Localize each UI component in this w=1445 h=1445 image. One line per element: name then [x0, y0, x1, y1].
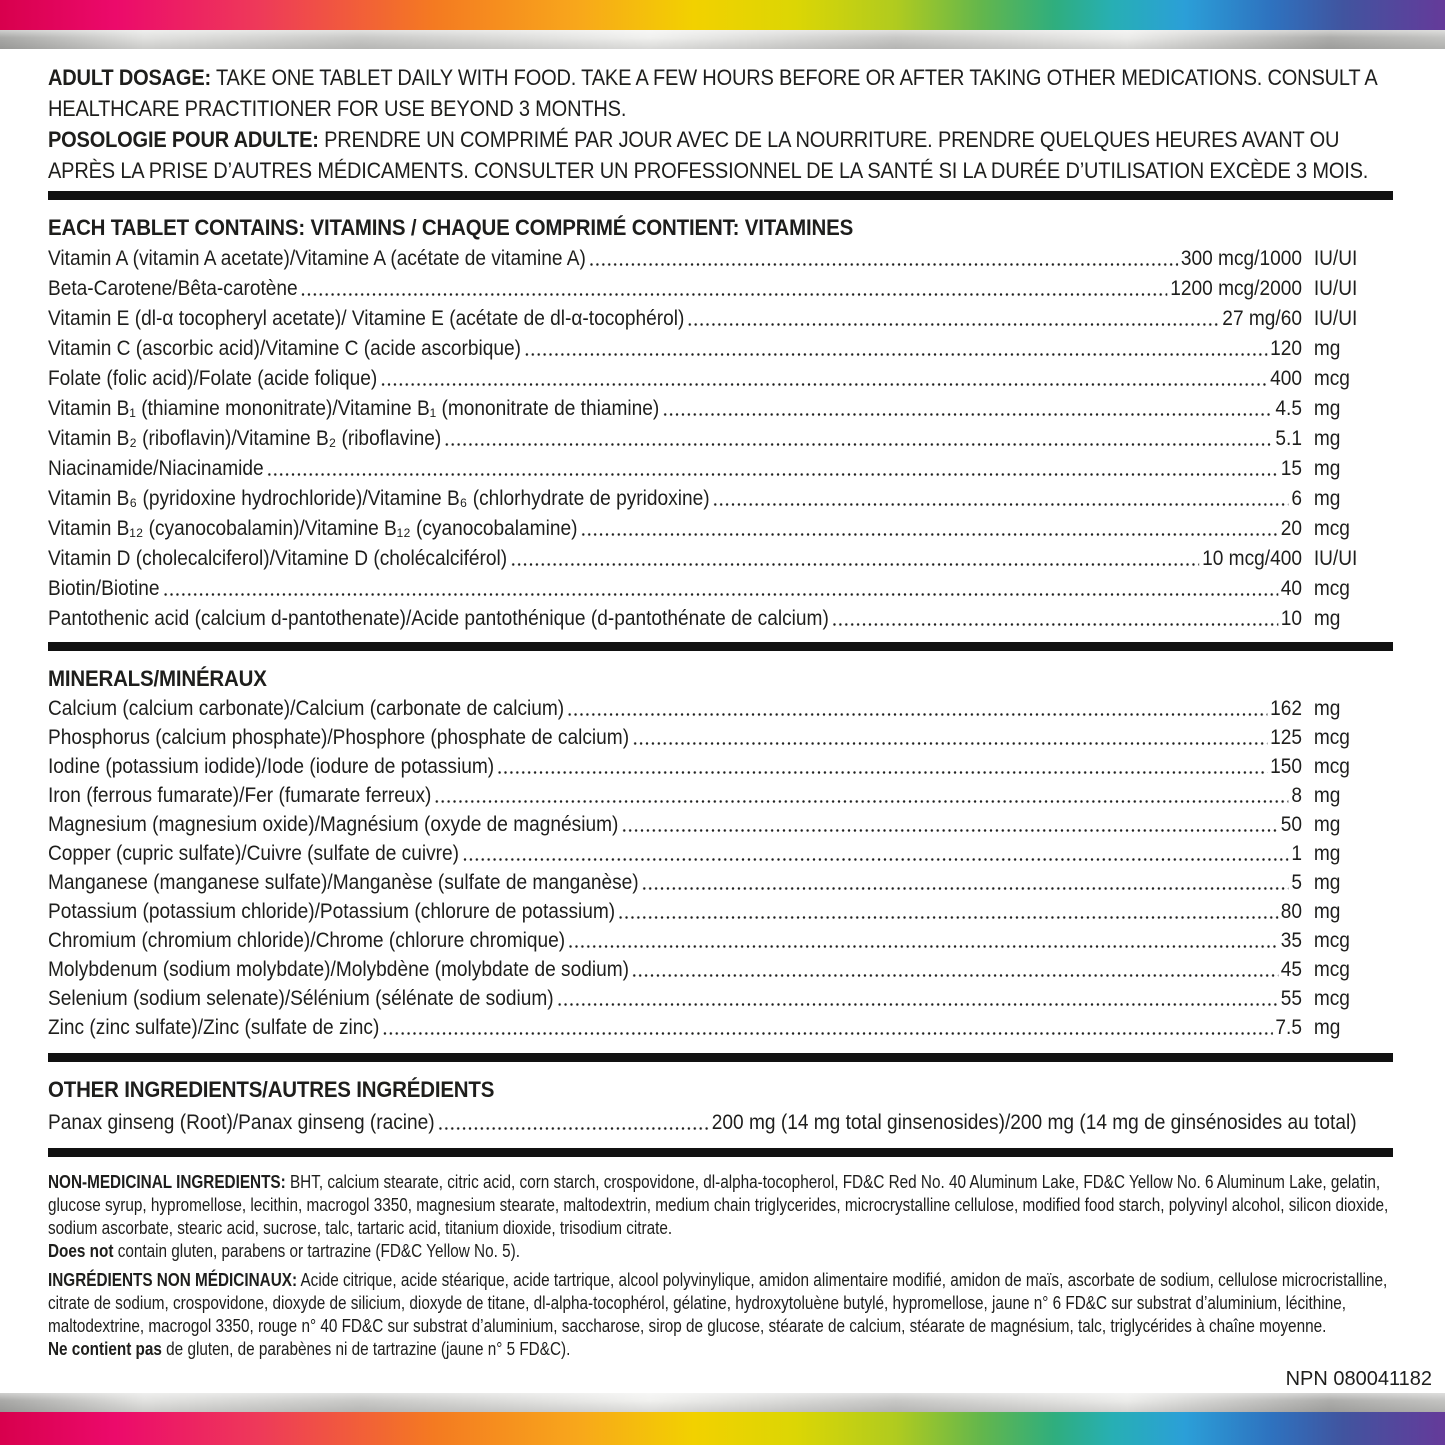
non-medicinal-en-note [48, 1240, 1393, 1263]
ingredient-name: Niacinamide/Niacinamide [48, 457, 264, 480]
leader-dots [580, 512, 1278, 542]
ingredient-row [48, 693, 1393, 722]
non-medicinal-fr-text: Acide citrique, acide stéarique, acide tartrique, alcool polyvinylique, amidon alimentaire modifié, amidon de maïs, ascorbate de sodium, cellulose microcristalline, citrate de sodium, crospovidone, dioxyde de silicium, dioxyde de titane, dl-alpha-tocophérol, gélatine, hydroxytoluène butylé, hypromellose, jaune n° 6 FD&C sur substrat d’aluminium, lécithine, maltodextrine, macrogol 3350, rouge n° 40 FD&C sur substrat d’aluminium, saccharose, sirop de glucose, stéarate de calcium, stéarate de magnésium, talc, triglycérides à chaîne moyenne. [48, 1270, 1388, 1336]
divider-bar-4 [48, 1148, 1393, 1157]
leader-dots [437, 1107, 709, 1136]
dosage-section [48, 62, 1393, 186]
non-medicinal-fr [48, 1269, 1393, 1338]
leader-dots [662, 392, 1273, 422]
ingredient-name: Calcium (calcium carbonate)/Calcium (carbonate de calcium) [48, 697, 565, 720]
dosage-en-label: ADULT DOSAGE: [48, 65, 211, 90]
dosage-en [48, 62, 1393, 124]
vitamins-header: EACH TABLET CONTAINS: VITAMINS / CHAQUE COMPRIMÉ CONTIENT: VITAMINES [48, 215, 854, 240]
ingredient-unit: IU/UI [1313, 247, 1358, 270]
does-not-label: Does not [48, 1241, 114, 1261]
ingredient-name: Zinc (zinc sulfate)/Zinc (sulfate de zinc) [48, 1016, 380, 1039]
vitamins-table [48, 242, 1393, 632]
ingredient-row [48, 362, 1393, 392]
ingredient-amount: 7.5 [1275, 1016, 1302, 1039]
label-content [0, 49, 1445, 1393]
ingredient-unit: mg [1313, 842, 1341, 865]
leader-dots [510, 542, 1199, 572]
ingredient-row [48, 809, 1393, 838]
does-not-text: contain gluten, parabens or tartrazine (FD&C Yellow No. 5). [113, 1241, 520, 1261]
ingredient-row [48, 542, 1393, 572]
ingredient-name: Beta-Carotene/Bêta-carotène [48, 277, 298, 300]
leader-dots [162, 572, 1278, 602]
ingredient-row [48, 780, 1393, 809]
ingredient-row [48, 1012, 1393, 1041]
leader-dots [300, 272, 1167, 302]
ingredient-amount: 10 [1280, 607, 1302, 630]
ingredient-unit: mcg [1313, 726, 1350, 749]
ingredient-amount: 125 [1270, 726, 1302, 749]
ingredient-unit: mcg [1313, 367, 1350, 390]
leader-dots [568, 925, 1278, 954]
leader-dots [712, 482, 1288, 512]
ingredient-amount: 15 [1280, 457, 1302, 480]
ingredient-name: Iodine (potassium iodide)/Iode (iodure de potassium) [48, 755, 495, 778]
non-medicinal-section [48, 1171, 1393, 1361]
ingredient-unit: mg [1313, 427, 1341, 450]
leader-dots [556, 983, 1278, 1012]
ne-contient-pas-text: de gluten, de parabènes ni de tartrazine (jaune n° 5 FD&C). [161, 1339, 571, 1359]
ingredient-amount: 6 [1291, 487, 1302, 510]
ingredient-unit: mg [1313, 337, 1341, 360]
ingredient-unit: IU/UI [1313, 307, 1358, 330]
leader-dots [589, 242, 1179, 272]
ne-contient-pas-label: Ne contient pas [48, 1339, 162, 1359]
ingredient-amount: 1200 mcg/2000 [1170, 277, 1302, 300]
ingredient-row [48, 482, 1393, 512]
ingredient-name: Iron (ferrous fumarate)/Fer (fumarate ferreux) [48, 784, 432, 807]
ingredient-row [48, 392, 1393, 422]
ingredient-unit: mg [1313, 784, 1341, 807]
leader-dots [618, 896, 1278, 925]
ingredient-amount: 300 mcg/1000 [1180, 247, 1302, 270]
leader-dots [444, 422, 1273, 452]
ingredient-name: Vitamin E (dl-α tocopheryl acetate)/ Vitamine E (acétate de dl-α-tocophérol) [48, 307, 685, 330]
leader-dots [632, 722, 1268, 751]
ingredient-unit: mcg [1313, 987, 1350, 1010]
ingredient-row [48, 512, 1393, 542]
leader-dots [832, 602, 1278, 632]
ingredient-name: Copper (cupric sulfate)/Cuivre (sulfate de cuivre) [48, 842, 460, 865]
ingredient-name: Molybdenum (sodium molybdate)/Molybdène (molybdate de sodium) [48, 958, 630, 981]
ingredient-name: Vitamin A (vitamin A acetate)/Vitamine A (acétate de vitamine A) [48, 247, 586, 270]
ingredient-amount: 4.5 [1275, 397, 1302, 420]
ingredient-amount: 10 mcg/400 [1202, 547, 1302, 570]
ingredient-amount: 55 [1280, 987, 1302, 1010]
ingredient-amount: 5.1 [1275, 427, 1302, 450]
ingredient-row [48, 242, 1393, 272]
ingredient-unit: mcg [1313, 577, 1350, 600]
non-medicinal-fr-note [48, 1338, 1393, 1361]
dosage-fr [48, 124, 1393, 186]
ingredient-unit: mg [1313, 607, 1341, 630]
ingredient-amount: 50 [1280, 813, 1302, 836]
ingredient-unit: mcg [1313, 517, 1350, 540]
dosage-fr-label: POSOLOGIE POUR ADULTE: [48, 127, 319, 152]
leader-dots [687, 302, 1219, 332]
ingredient-unit: mg [1313, 871, 1341, 894]
ingredient-name: Vitamin B₆ (pyridoxine hydrochloride)/Vitamine B₆ (chlorhydrate de pyridoxine) [48, 487, 710, 510]
ingredient-name: Vitamin B₁₂ (cyanocobalamin)/Vitamine B₁₂ (cyanocobalamine) [48, 517, 578, 540]
minerals-header: MINERALS/MINÉRAUX [48, 666, 267, 691]
leader-dots [497, 751, 1267, 780]
ingredient-amount: 27 mg/60 [1222, 307, 1302, 330]
ingredient-name: Biotin/Biotine [48, 577, 160, 600]
ingredient-row [48, 722, 1393, 751]
ingredient-amount: 150 [1270, 755, 1302, 778]
leader-dots [382, 1012, 1273, 1041]
other-ingredients-table [48, 1107, 1393, 1136]
ingredient-name: Manganese (manganese sulfate)/Manganèse (sulfate de manganèse) [48, 871, 639, 894]
ingredient-amount: 200 mg (14 mg total ginsenosides)/200 mg (14 mg de ginsénosides au total) [711, 1111, 1357, 1134]
other-ingredients-header: OTHER INGREDIENTS/AUTRES INGRÉDIENTS [48, 1077, 495, 1102]
divider-bar-2 [48, 642, 1393, 651]
ingredient-amount: 1 [1291, 842, 1302, 865]
ingredient-unit: mcg [1313, 755, 1350, 778]
silver-bar-bottom [0, 1393, 1445, 1412]
ingredient-amount: 45 [1280, 958, 1302, 981]
non-medicinal-en-text: BHT, calcium stearate, citric acid, corn starch, crospovidone, dl-alpha-tocopherol, FD&C Red No. 40 Aluminum Lake, FD&C Yellow No. 6 Aluminum Lake, gelatin, glucose syrup, hypromellose, lecithin, macrogol 3350, magnesium stearate, maltodextrin, medium chain triglycerides, microcrystalline cellulose, modified food starch, polyvinyl alcohol, silicon dioxide, sodium ascorbate, stearic acid, sucrose, talc, tartaric acid, titanium dioxide, trisodium citrate. [48, 1172, 1389, 1238]
leader-dots [524, 332, 1268, 362]
ingredient-name: Vitamin D (cholecalciferol)/Vitamine D (cholécalciférol) [48, 547, 508, 570]
leader-dots [462, 838, 1289, 867]
leader-dots [632, 954, 1278, 983]
divider-bar-3 [48, 1053, 1393, 1062]
ingredient-amount: 35 [1280, 929, 1302, 952]
ingredient-unit: IU/UI [1313, 547, 1358, 570]
leader-dots [641, 867, 1288, 896]
ingredient-name: Magnesium (magnesium oxide)/Magnésium (oxyde de magnésium) [48, 813, 619, 836]
ingredient-name: Panax ginseng (Root)/Panax ginseng (racine) [48, 1111, 435, 1134]
ingredient-name: Vitamin B₂ (riboflavin)/Vitamine B₂ (riboflavine) [48, 427, 442, 450]
ingredient-row [48, 925, 1393, 954]
divider-bar-1 [48, 191, 1393, 200]
rainbow-bar-bottom [0, 1412, 1445, 1445]
ingredient-amount: 8 [1291, 784, 1302, 807]
ingredient-unit: mg [1313, 697, 1341, 720]
ingredient-amount: 40 [1280, 577, 1302, 600]
ingredient-name: Selenium (sodium selenate)/Sélénium (sélénate de sodium) [48, 987, 554, 1010]
ingredient-row [48, 838, 1393, 867]
ingredient-row [48, 954, 1393, 983]
ingredient-amount: 120 [1270, 337, 1302, 360]
ingredient-row [48, 602, 1393, 632]
ingredient-unit: mg [1313, 457, 1341, 480]
ingredient-unit: mg [1313, 813, 1341, 836]
ingredient-amount: 20 [1280, 517, 1302, 540]
npn-number: NPN 080041182 [1285, 1368, 1432, 1390]
ingredient-row [48, 272, 1393, 302]
non-medicinal-en [48, 1171, 1393, 1240]
minerals-table [48, 693, 1393, 1041]
ingredient-row [48, 867, 1393, 896]
ingredient-unit: mg [1313, 900, 1341, 923]
ingredient-row [48, 572, 1393, 602]
ingredient-row [48, 332, 1393, 362]
dosage-fr-text: PRENDRE UN COMPRIMÉ PAR JOUR AVEC DE LA NOURRITURE. PRENDRE QUELQUES HEURES AVANT OU APRÈS LA PRISE D’AUTRES MÉDICAMENTS. CONSULTER UN PROFESSIONNEL DE LA SANTÉ SI LA DURÉE D’UTILISATION EXCÈDE 3 MOIS. [48, 127, 1369, 183]
ingredient-unit: mg [1313, 1016, 1341, 1039]
leader-dots [434, 780, 1289, 809]
dosage-en-text: TAKE ONE TABLET DAILY WITH FOOD. TAKE A FEW HOURS BEFORE OR AFTER TAKING OTHER MEDICATIONS. CONSULT A HEALTHCARE PRACTITIONER FOR USE BEYOND 3 MONTHS. [48, 65, 1377, 121]
silver-bar-top [0, 30, 1445, 49]
ingredient-unit: mcg [1313, 929, 1350, 952]
ingredient-amount: 162 [1270, 697, 1302, 720]
ingredient-name: Vitamin B₁ (thiamine mononitrate)/Vitamine B₁ (mononitrate de thiamine) [48, 397, 660, 420]
leader-dots [567, 693, 1267, 722]
ingredient-amount: 80 [1280, 900, 1302, 923]
ingredient-row [48, 302, 1393, 332]
ingredient-name: Chromium (chromium chloride)/Chrome (chlorure chromique) [48, 929, 566, 952]
ingredient-amount: 5 [1291, 871, 1302, 894]
ingredient-row [48, 751, 1393, 780]
non-medicinal-en-label: NON-MEDICINAL INGREDIENTS: [48, 1172, 286, 1192]
ingredient-unit: mg [1313, 487, 1341, 510]
rainbow-bar-top [0, 0, 1445, 30]
ingredient-unit: mcg [1313, 958, 1350, 981]
ingredient-name: Folate (folic acid)/Folate (acide folique) [48, 367, 378, 390]
ingredient-name: Pantothenic acid (calcium d-pantothenate)/Acide pantothénique (d-pantothénate de calcium) [48, 607, 829, 630]
leader-dots [266, 452, 1278, 482]
ingredient-unit: mg [1313, 397, 1341, 420]
ingredient-row [48, 896, 1393, 925]
ingredient-row [48, 452, 1393, 482]
ingredient-name: Vitamin C (ascorbic acid)/Vitamine C (acide ascorbique) [48, 337, 522, 360]
ingredient-row [48, 983, 1393, 1012]
leader-dots [380, 362, 1267, 392]
ingredient-name: Potassium (potassium chloride)/Potassium (chlorure de potassium) [48, 900, 616, 923]
ingredient-row [48, 422, 1393, 452]
non-medicinal-fr-label: INGRÉDIENTS NON MÉDICINAUX: [48, 1270, 298, 1290]
ingredient-row [48, 1107, 1393, 1136]
ingredient-name: Phosphorus (calcium phosphate)/Phosphore (phosphate de calcium) [48, 726, 630, 749]
ingredient-amount: 400 [1270, 367, 1302, 390]
ingredient-unit: IU/UI [1313, 277, 1358, 300]
leader-dots [621, 809, 1278, 838]
